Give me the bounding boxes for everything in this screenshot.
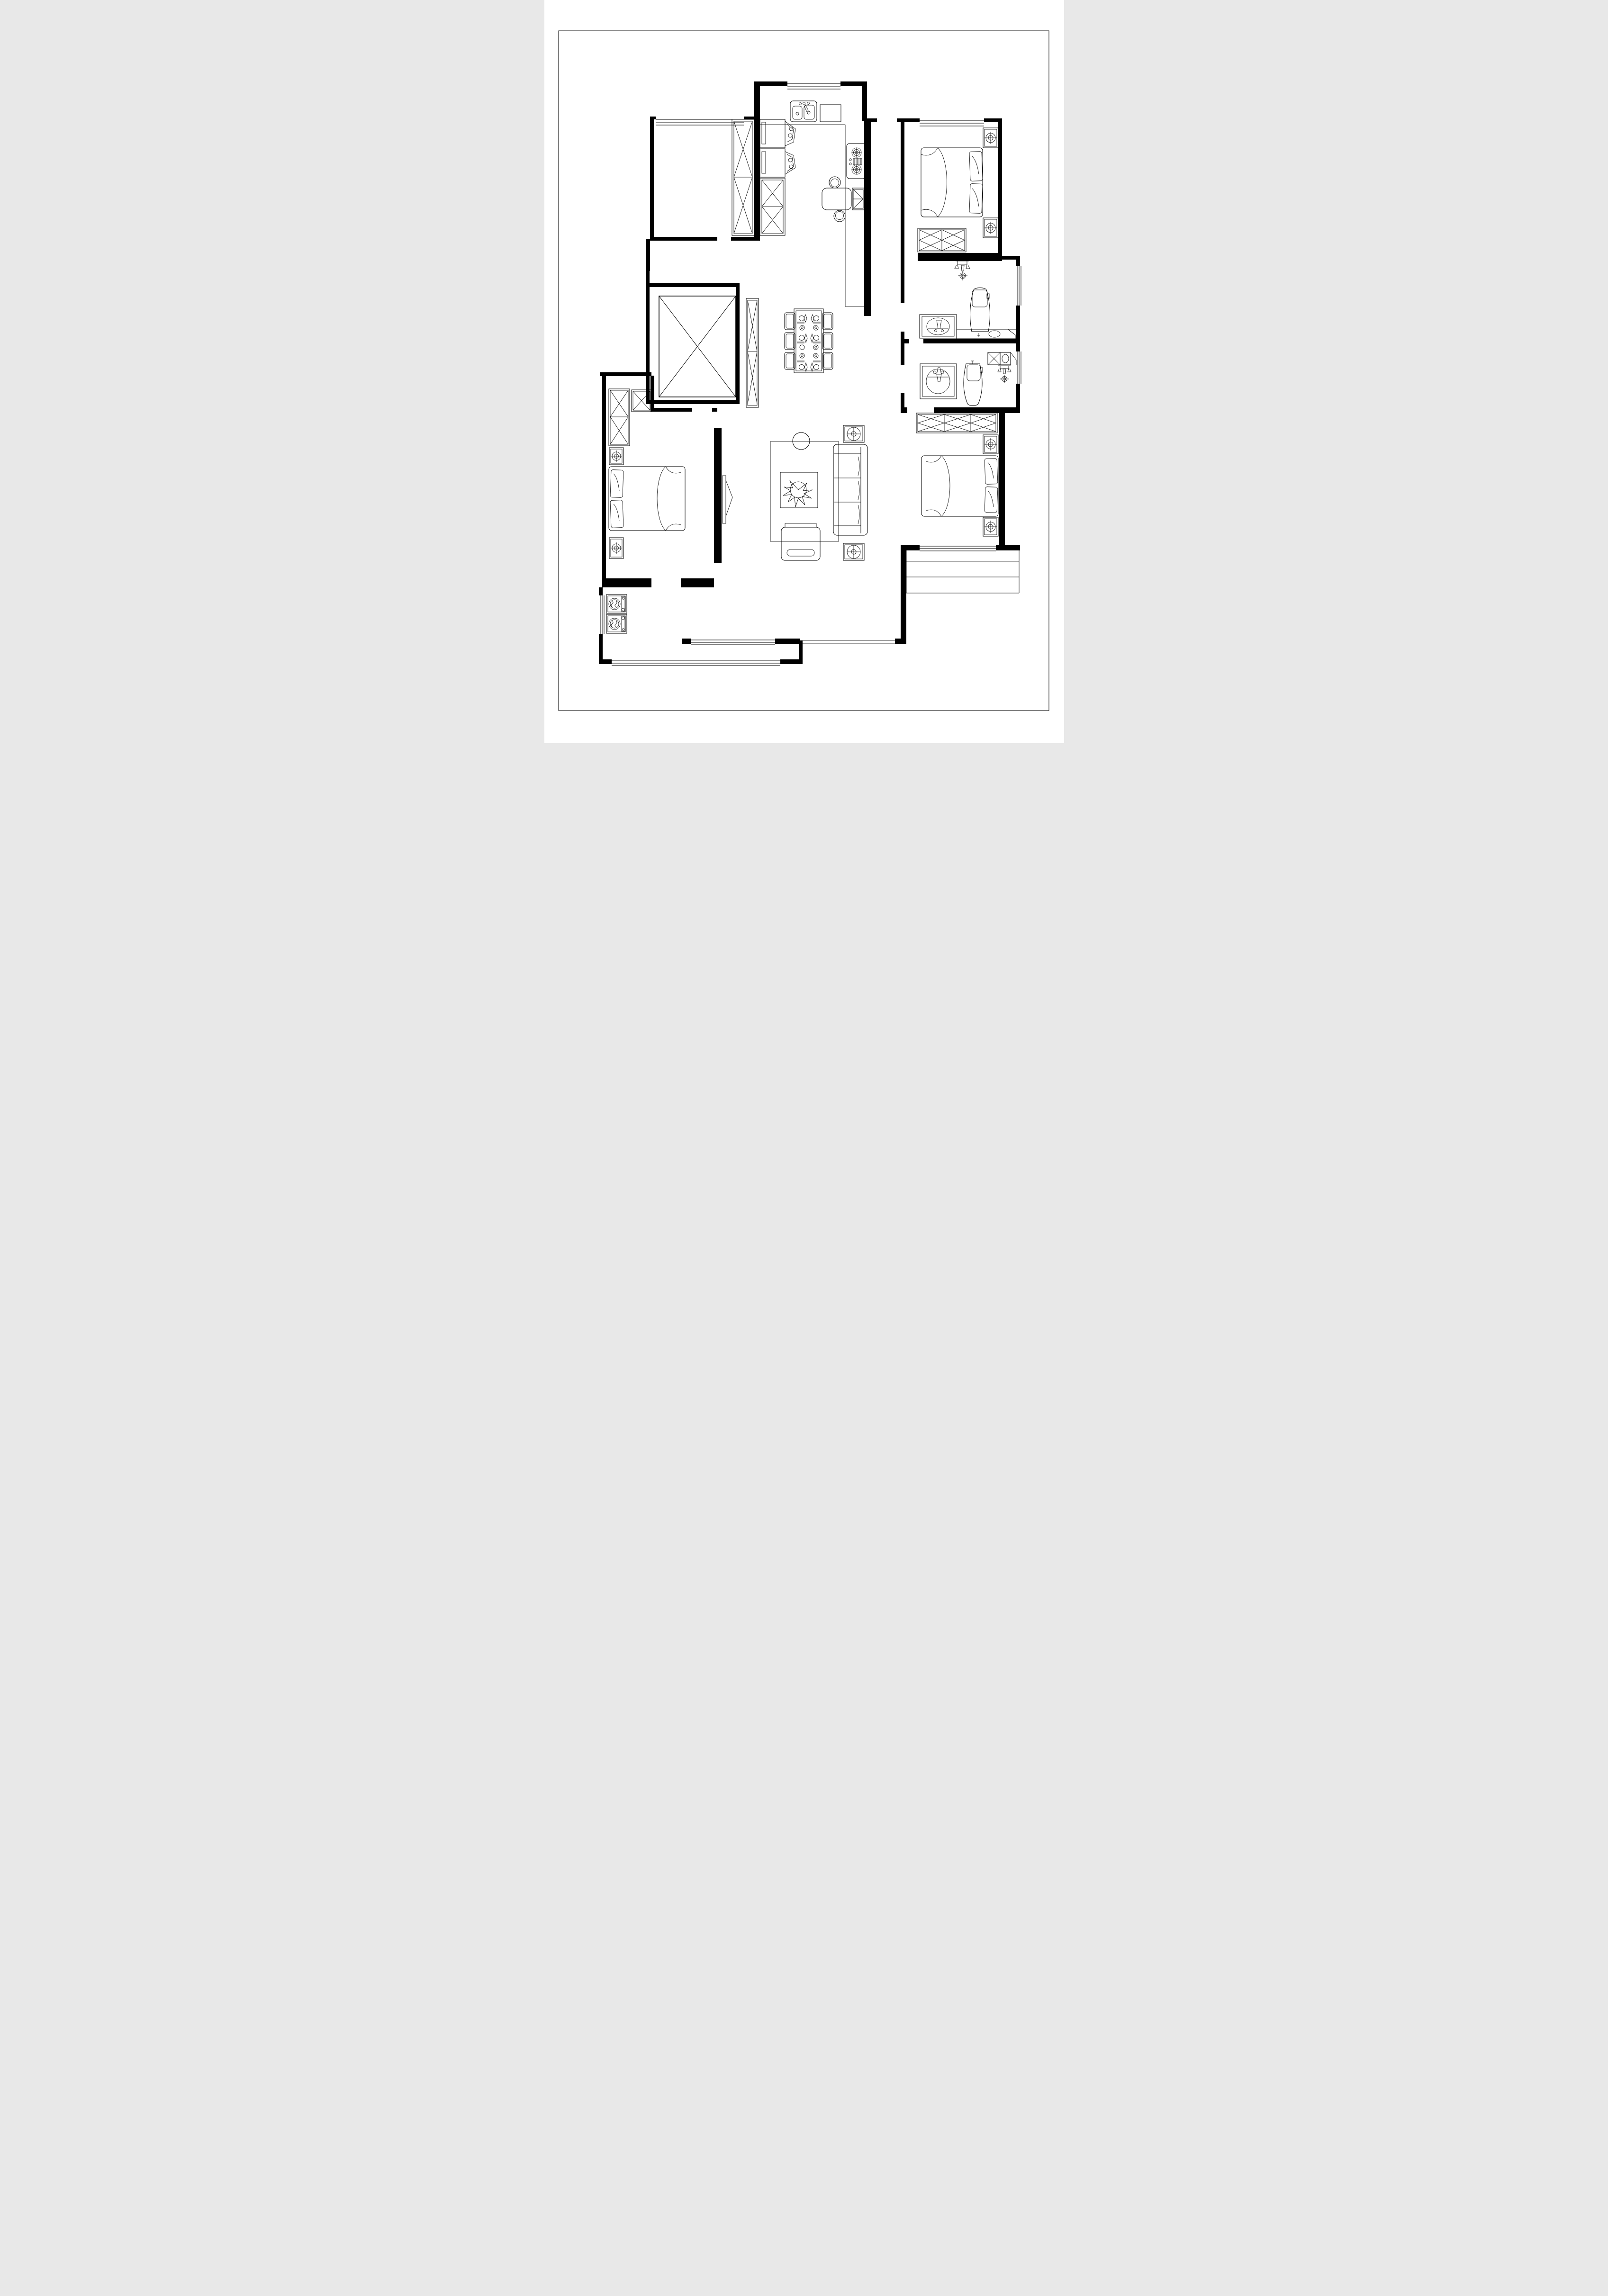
nightstand-lamp-icon [983, 517, 998, 536]
place-setting-icon [811, 353, 821, 371]
oval-basin-icon [1000, 352, 1011, 365]
place-setting-icon [797, 353, 807, 371]
speaker-stand-icon [843, 425, 864, 442]
round-side-table-icon [793, 432, 810, 450]
kitchen-sink-icon [790, 101, 817, 122]
dining-chair-icon [822, 333, 833, 350]
dining-area [785, 309, 833, 373]
master-bedroom [918, 128, 998, 252]
pillow-icon [610, 470, 623, 498]
drawing-sheet [544, 0, 1064, 743]
kitchen [760, 101, 866, 306]
washing-machine-icon [606, 594, 627, 613]
place-setting-icon [811, 334, 821, 350]
bed-icon [921, 456, 998, 516]
bath-counter-icon [957, 329, 1016, 339]
dining-chair-icon [785, 333, 795, 350]
gas-stove-icon [847, 144, 866, 179]
bathroom [920, 352, 1016, 406]
nightstand-lamp-icon [983, 128, 998, 148]
wardrobe-x-icon [916, 413, 997, 433]
pillow-icon [985, 487, 998, 513]
pillow-icon [610, 500, 623, 528]
nightstand-lamp-icon [609, 538, 623, 558]
washing-machine-icon [606, 614, 627, 633]
potted-plant-icon [783, 480, 813, 507]
dining-chair-icon [822, 313, 833, 330]
drainboard-icon [820, 105, 841, 122]
place-setting-icon [797, 315, 807, 330]
breakfast-table-icon [822, 177, 851, 222]
pillow-icon [985, 459, 998, 485]
balcony-laundry [606, 594, 627, 633]
bed-icon [921, 148, 983, 217]
dining-chair-icon [822, 352, 833, 369]
place-setting-icon [811, 315, 821, 330]
bedroom-south [916, 413, 998, 536]
entry-hall [659, 296, 759, 407]
side-cabinet-icon [852, 188, 864, 210]
dining-chair-icon [785, 352, 795, 369]
washbasin-icon [920, 364, 957, 399]
living-room [770, 425, 867, 560]
tv-icon [723, 476, 732, 523]
storage-room [732, 119, 754, 235]
coffee-table-icon [780, 472, 818, 508]
shower-mixer-icon [955, 261, 970, 271]
floor-drain-icon [958, 271, 967, 280]
pillow-icon [969, 184, 982, 214]
armchair-icon [781, 523, 820, 560]
nightstand-lamp-icon [609, 448, 623, 465]
shower-room [920, 261, 1016, 339]
nightstand-lamp-icon [983, 218, 998, 238]
floor-plan [544, 0, 1064, 743]
bedroom-west [609, 389, 732, 558]
rug [770, 441, 839, 541]
washbasin-icon [920, 315, 957, 338]
shower-mixer-icon [998, 366, 1011, 374]
wardrobe-x-icon [609, 389, 630, 446]
wardrobe-x-icon [732, 119, 754, 235]
nightstand-lamp-icon [983, 435, 998, 454]
speaker-stand-icon [843, 543, 864, 560]
pillow-icon [969, 152, 982, 181]
kitchen-cabinet-column-icon [760, 119, 795, 235]
shaft-x-icon [659, 296, 736, 397]
cabinet-x-icon [988, 352, 1000, 365]
bed-icon [609, 467, 685, 531]
dining-chair-icon [785, 313, 795, 330]
windows [600, 83, 1021, 666]
floor-drain-icon [1000, 375, 1009, 383]
toilet-icon [963, 361, 982, 406]
place-setting-icon [797, 334, 807, 350]
drawing-border [559, 31, 1049, 711]
wardrobe-x-icon [918, 228, 966, 252]
counter-corner [1011, 352, 1016, 365]
shoe-cabinet-icon [746, 298, 759, 407]
